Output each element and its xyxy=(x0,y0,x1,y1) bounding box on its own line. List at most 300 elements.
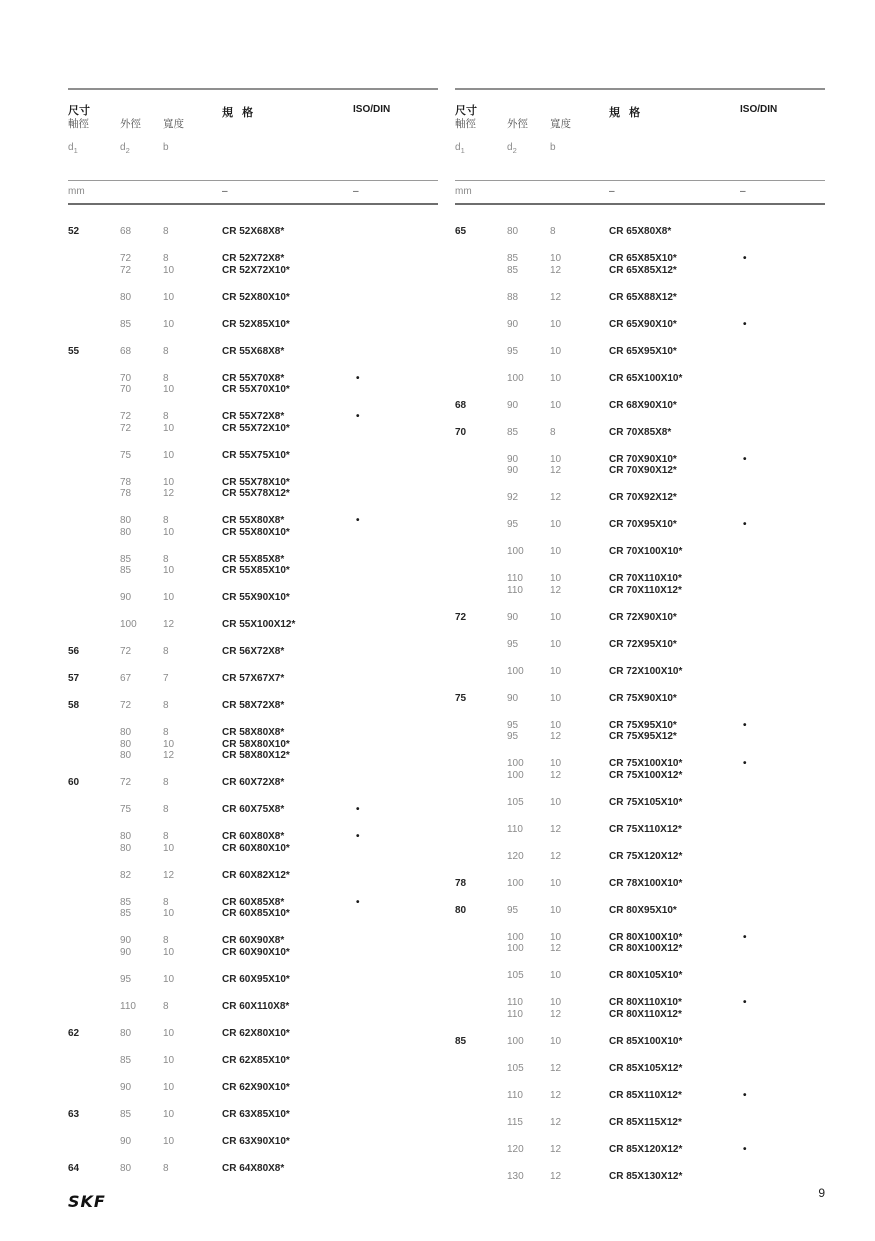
row-group xyxy=(455,693,825,705)
cell-width: 12 xyxy=(550,492,562,503)
cell-designation: CR 60X90X10* xyxy=(222,946,290,958)
table-row xyxy=(455,1171,825,1183)
cell-width: 10 xyxy=(163,1135,175,1147)
cell-width: 8 xyxy=(163,372,169,384)
cell-width: 10 xyxy=(550,611,562,623)
row-group xyxy=(68,646,438,658)
cell-shaft-diameter xyxy=(455,373,507,385)
cell-iso-din-dot: • xyxy=(743,1143,747,1155)
cell-designation: CR 70X90X10* xyxy=(609,453,677,465)
unit-dash-iso: – xyxy=(740,186,746,197)
cell-shaft-diameter xyxy=(68,450,120,462)
table-row xyxy=(68,870,438,882)
cell-iso-din-dot xyxy=(743,878,825,890)
cell-outer-diameter: 100 xyxy=(507,943,524,954)
row-group xyxy=(455,253,825,276)
row-group xyxy=(455,546,825,558)
row-group xyxy=(68,1082,438,1094)
cell-outer-diameter: 85 xyxy=(120,565,132,576)
row-group xyxy=(68,515,438,538)
cell-designation: CR 55X72X10* xyxy=(222,422,290,434)
cell-iso-din-dot xyxy=(356,1136,438,1148)
cell-shaft-diameter xyxy=(68,1001,120,1013)
row-group xyxy=(455,1171,825,1183)
row-group xyxy=(455,573,825,596)
cell-shaft-diameter: 63 xyxy=(68,1108,80,1120)
cell-iso-din-dot: • xyxy=(743,1089,747,1101)
cell-width: 8 xyxy=(163,777,169,788)
cell-shaft-diameter: 72 xyxy=(455,611,467,623)
table-row xyxy=(68,1001,438,1013)
cell-designation: CR 60X90X8* xyxy=(222,935,285,946)
cell-designation: CR 65X88X12* xyxy=(609,291,677,303)
cell-outer-diameter: 90 xyxy=(120,1081,132,1093)
cell-designation: CR 52X72X8* xyxy=(222,253,285,264)
table-row xyxy=(68,373,438,385)
tables-container xyxy=(68,88,825,1198)
cell-designation: CR 60X85X10* xyxy=(222,908,290,919)
cell-shaft-diameter: 65 xyxy=(455,226,467,237)
cell-iso-din-dot xyxy=(356,265,438,277)
row-group xyxy=(68,554,438,577)
cell-iso-din-dot: • xyxy=(356,372,360,384)
cell-width: 8 xyxy=(163,896,169,908)
cell-outer-diameter: 100 xyxy=(507,1035,524,1047)
cell-shaft-diameter: 57 xyxy=(68,673,80,684)
table-row xyxy=(455,932,825,944)
table-row xyxy=(68,346,438,358)
header-size-label: 尺寸 xyxy=(68,105,90,117)
cell-shaft-diameter xyxy=(68,554,120,566)
cell-width: 12 xyxy=(550,769,562,781)
cell-iso-din-dot xyxy=(743,226,825,238)
cell-outer-diameter: 90 xyxy=(507,318,519,330)
cell-width: 10 xyxy=(163,973,175,985)
cell-width: 10 xyxy=(163,318,175,330)
cell-iso-din-dot: • xyxy=(743,931,747,943)
cell-outer-diameter: 90 xyxy=(120,592,132,603)
cell-width: 12 xyxy=(550,823,562,835)
unit-label: mm xyxy=(68,186,85,197)
cell-width: 10 xyxy=(550,519,562,530)
cell-outer-diameter: 110 xyxy=(507,823,523,835)
cell-width: 10 xyxy=(163,476,175,488)
cell-iso-din-dot: • xyxy=(743,253,747,264)
table-row xyxy=(68,739,438,751)
cell-iso-din-dot: • xyxy=(356,804,360,815)
row-group xyxy=(68,1136,438,1148)
cell-shaft-diameter: 70 xyxy=(455,426,467,438)
cell-outer-diameter: 72 xyxy=(120,646,132,657)
table-row xyxy=(68,646,438,658)
cell-iso-din-dot: • xyxy=(743,997,747,1008)
table-row xyxy=(455,1090,825,1102)
cell-width: 12 xyxy=(550,1062,562,1074)
header-outer-label: 外徑 xyxy=(507,118,528,130)
cell-iso-din-dot xyxy=(356,319,438,331)
cell-outer-diameter: 85 xyxy=(120,1108,132,1120)
table-row xyxy=(68,554,438,566)
cell-outer-diameter: 72 xyxy=(120,264,132,276)
skf-logo: SKF xyxy=(68,1192,106,1211)
cell-iso-din-dot xyxy=(356,619,438,631)
cell-iso-din-dot xyxy=(356,1001,438,1013)
cell-iso-din-dot: • xyxy=(743,453,747,465)
cell-iso-din-dot xyxy=(356,477,438,489)
cell-width: 10 xyxy=(163,449,175,461)
cell-shaft-diameter xyxy=(455,1117,507,1129)
row-group xyxy=(455,758,825,781)
cell-designation: CR 80X95X10* xyxy=(609,904,677,916)
cell-outer-diameter: 80 xyxy=(120,750,132,761)
cell-designation: CR 52X68X8* xyxy=(222,226,285,237)
cell-outer-diameter: 115 xyxy=(507,1116,523,1128)
table-row xyxy=(68,1082,438,1094)
row-group xyxy=(68,292,438,304)
cell-designation: CR 80X100X12* xyxy=(609,943,683,954)
table-row xyxy=(68,253,438,265)
table-row xyxy=(455,400,825,412)
cell-outer-diameter: 95 xyxy=(507,904,519,916)
cell-iso-din-dot: • xyxy=(356,831,360,842)
cell-shaft-diameter xyxy=(455,465,507,477)
row-group xyxy=(68,319,438,331)
cell-designation: CR 63X85X10* xyxy=(222,1108,290,1120)
table-row xyxy=(68,947,438,959)
cell-outer-diameter: 110 xyxy=(507,1089,523,1101)
row-group xyxy=(455,226,825,238)
cell-designation: CR 85X115X12* xyxy=(609,1116,682,1128)
cell-designation: CR 72X90X10* xyxy=(609,611,677,623)
cell-iso-din-dot xyxy=(356,423,438,435)
row-group xyxy=(455,639,825,651)
cell-designation: CR 80X105X10* xyxy=(609,970,683,981)
header-d2-symbol: $d_2$ xyxy=(507,142,517,155)
table-row xyxy=(455,797,825,809)
cell-shaft-diameter xyxy=(455,824,507,836)
cell-width: 8 xyxy=(163,727,169,738)
row-group xyxy=(68,450,438,462)
row-group xyxy=(68,870,438,882)
cell-shaft-diameter xyxy=(68,804,120,816)
cell-shaft-diameter xyxy=(68,292,120,304)
table-body-left xyxy=(68,205,438,1174)
cell-iso-din-dot xyxy=(743,1036,825,1048)
row-group xyxy=(455,970,825,982)
cell-width: 8 xyxy=(163,1162,169,1174)
table-row xyxy=(455,943,825,955)
cell-shaft-diameter xyxy=(455,454,507,466)
cell-designation: CR 65X85X10* xyxy=(609,253,677,264)
cell-shaft-diameter xyxy=(455,265,507,277)
cell-width: 10 xyxy=(163,946,175,958)
cell-outer-diameter: 100 xyxy=(507,931,524,943)
header-d1-symbol: $d_1$ xyxy=(455,142,465,155)
cell-shaft-diameter xyxy=(68,384,120,396)
cell-width: 10 xyxy=(550,546,562,557)
cell-width: 12 xyxy=(163,750,175,761)
row-group xyxy=(68,411,438,434)
cell-shaft-diameter xyxy=(455,797,507,809)
table-row xyxy=(68,319,438,331)
table-row xyxy=(68,515,438,527)
cell-shaft-diameter xyxy=(68,843,120,855)
row-group xyxy=(68,226,438,238)
cell-width: 12 xyxy=(550,731,562,742)
table-row xyxy=(68,1109,438,1121)
row-group xyxy=(68,727,438,762)
cell-shaft-diameter xyxy=(455,943,507,955)
table-row xyxy=(455,824,825,836)
cell-iso-din-dot xyxy=(743,292,825,304)
cell-iso-din-dot xyxy=(743,666,825,678)
cell-width: 8 xyxy=(163,515,169,526)
cell-outer-diameter: 75 xyxy=(120,449,132,461)
table-row xyxy=(68,700,438,712)
cell-width: 12 xyxy=(163,619,175,630)
table-row xyxy=(455,1117,825,1129)
cell-designation: CR 60X80X10* xyxy=(222,842,290,854)
seal-table-left xyxy=(68,88,438,1198)
cell-shaft-diameter xyxy=(68,253,120,265)
header-d1-symbol: $d_1$ xyxy=(68,142,78,155)
cell-designation: CR 65X90X10* xyxy=(609,318,677,330)
cell-designation: CR 55X70X8* xyxy=(222,372,285,384)
cell-shaft-diameter xyxy=(455,758,507,770)
cell-iso-din-dot xyxy=(743,492,825,504)
cell-designation: CR 70X110X12* xyxy=(609,584,682,596)
cell-width: 12 xyxy=(550,1143,562,1155)
cell-shaft-diameter xyxy=(68,1136,120,1148)
cell-shaft-diameter: 56 xyxy=(68,646,80,657)
cell-shaft-diameter: 58 xyxy=(68,700,80,711)
row-group xyxy=(68,804,438,816)
table-row xyxy=(455,519,825,531)
cell-width: 8 xyxy=(163,226,169,237)
cell-iso-din-dot xyxy=(743,346,825,358)
cell-outer-diameter: 90 xyxy=(507,692,519,704)
table-row xyxy=(68,897,438,909)
cell-width: 10 xyxy=(163,264,175,276)
cell-shaft-diameter xyxy=(68,947,120,959)
cell-designation: CR 55X100X12* xyxy=(222,619,296,630)
row-group xyxy=(455,1144,825,1156)
cell-outer-diameter: 80 xyxy=(120,526,132,538)
row-group xyxy=(455,932,825,955)
cell-outer-diameter: 80 xyxy=(120,291,132,303)
cell-designation: CR 60X82X12* xyxy=(222,869,290,881)
cell-designation: CR 55X90X10* xyxy=(222,592,290,603)
cell-iso-din-dot xyxy=(743,970,825,982)
header-shaft-label: 軸徑 xyxy=(68,118,89,130)
row-group xyxy=(455,612,825,624)
cell-outer-diameter: 85 xyxy=(120,908,132,919)
cell-designation: CR 55X75X10* xyxy=(222,449,290,461)
cell-iso-din-dot xyxy=(743,265,825,277)
table-row xyxy=(68,750,438,762)
table-row xyxy=(455,758,825,770)
cell-designation: CR 62X85X10* xyxy=(222,1054,290,1066)
table-row xyxy=(455,573,825,585)
row-group xyxy=(68,700,438,712)
cell-shaft-diameter xyxy=(68,265,120,277)
cell-designation: CR 75X95X10* xyxy=(609,719,677,731)
cell-width: 8 xyxy=(163,253,169,264)
cell-designation: CR 65X80X8* xyxy=(609,226,672,237)
row-group xyxy=(68,974,438,986)
cell-iso-din-dot xyxy=(356,1028,438,1040)
cell-width: 10 xyxy=(163,908,175,919)
cell-outer-diameter: 110 xyxy=(507,1008,523,1020)
cell-width: 10 xyxy=(550,638,562,650)
cell-designation: CR 72X95X10* xyxy=(609,638,677,650)
cell-iso-din-dot xyxy=(743,693,825,705)
cell-width: 10 xyxy=(550,573,562,584)
cell-designation: CR 55X78X10* xyxy=(222,476,290,488)
cell-outer-diameter: 80 xyxy=(120,842,132,854)
header-width-label: 寬度 xyxy=(550,118,571,130)
cell-shaft-diameter: 68 xyxy=(455,399,467,411)
cell-iso-din-dot xyxy=(356,384,438,396)
cell-outer-diameter: 100 xyxy=(507,546,524,557)
cell-designation: CR 80X110X12* xyxy=(609,1008,682,1020)
cell-designation: CR 70X100X10* xyxy=(609,546,683,557)
cell-shaft-diameter xyxy=(68,1082,120,1094)
cell-shaft-diameter: 52 xyxy=(68,226,80,237)
cell-width: 10 xyxy=(550,692,562,704)
cell-iso-din-dot xyxy=(356,673,438,685)
cell-iso-din-dot xyxy=(356,974,438,986)
row-group xyxy=(68,1109,438,1121)
cell-outer-diameter: 100 xyxy=(507,769,524,781)
cell-outer-diameter: 85 xyxy=(507,426,519,438)
cell-shaft-diameter xyxy=(455,997,507,1009)
cell-width: 12 xyxy=(550,850,562,862)
cell-designation: CR 55X80X10* xyxy=(222,526,290,538)
cell-designation: CR 62X80X10* xyxy=(222,1027,290,1039)
cell-designation: CR 78X100X10* xyxy=(609,877,683,889)
cell-outer-diameter: 90 xyxy=(507,465,519,476)
cell-iso-din-dot xyxy=(356,700,438,712)
cell-iso-din-dot xyxy=(356,870,438,882)
table-row xyxy=(68,477,438,489)
cell-outer-diameter: 72 xyxy=(120,422,132,434)
cell-shaft-diameter xyxy=(455,731,507,743)
row-group xyxy=(68,831,438,854)
table-row xyxy=(455,253,825,265)
cell-width: 8 xyxy=(163,411,169,422)
cell-iso-din-dot xyxy=(356,843,438,855)
row-group xyxy=(455,519,825,531)
cell-designation: CR 70X95X10* xyxy=(609,519,677,530)
cell-width: 8 xyxy=(163,1000,169,1012)
table-row xyxy=(455,454,825,466)
cell-width: 10 xyxy=(550,399,562,411)
cell-width: 10 xyxy=(550,877,562,889)
cell-outer-diameter: 72 xyxy=(120,411,132,422)
row-group xyxy=(455,797,825,809)
row-group xyxy=(455,997,825,1020)
table-row xyxy=(455,265,825,277)
cell-iso-din-dot xyxy=(743,1063,825,1075)
table-row xyxy=(455,720,825,732)
cell-designation: CR 58X80X8* xyxy=(222,727,285,738)
cell-shaft-diameter: 64 xyxy=(68,1162,80,1174)
table-row xyxy=(68,488,438,500)
table-row xyxy=(455,905,825,917)
cell-width: 10 xyxy=(163,1054,175,1066)
table-row xyxy=(455,373,825,385)
table-row xyxy=(68,727,438,739)
cell-width: 12 xyxy=(163,488,175,499)
cell-shaft-diameter xyxy=(455,346,507,358)
cell-shaft-diameter xyxy=(455,1171,507,1183)
cell-designation: CR 70X110X10* xyxy=(609,573,682,584)
cell-iso-din-dot: • xyxy=(356,411,360,422)
cell-outer-diameter: 85 xyxy=(120,553,132,565)
row-group xyxy=(68,477,438,500)
cell-shaft-diameter xyxy=(455,1144,507,1156)
table-row xyxy=(68,974,438,986)
cell-designation: CR 75X95X12* xyxy=(609,731,677,742)
row-group xyxy=(68,592,438,604)
row-group xyxy=(68,1055,438,1067)
cell-designation: CR 60X110X8* xyxy=(222,1000,290,1012)
cell-designation: CR 52X80X10* xyxy=(222,291,290,303)
cell-designation: CR 85X105X12* xyxy=(609,1062,683,1074)
cell-designation: CR 70X90X12* xyxy=(609,465,677,476)
cell-shaft-diameter xyxy=(68,727,120,739)
header-divider xyxy=(455,180,825,181)
page-number: 9 xyxy=(818,1186,825,1200)
cell-iso-din-dot xyxy=(743,731,825,743)
cell-width: 8 xyxy=(163,646,169,657)
cell-shaft-diameter xyxy=(455,1090,507,1102)
cell-outer-diameter: 100 xyxy=(507,372,524,384)
cell-outer-diameter: 85 xyxy=(507,264,519,276)
cell-width: 10 xyxy=(550,758,562,769)
cell-iso-din-dot xyxy=(743,1009,825,1021)
table-row xyxy=(455,997,825,1009)
cell-outer-diameter: 110 xyxy=(507,997,523,1008)
cell-iso-din-dot: • xyxy=(743,719,747,731)
cell-designation: CR 60X75X8* xyxy=(222,804,285,815)
cell-iso-din-dot xyxy=(356,1055,438,1067)
cell-width: 10 xyxy=(550,253,562,264)
cell-designation: CR 85X100X10* xyxy=(609,1035,683,1047)
cell-designation: CR 85X120X12* xyxy=(609,1143,683,1155)
cell-outer-diameter: 80 xyxy=(120,831,132,842)
table-row xyxy=(68,565,438,577)
cell-outer-diameter: 90 xyxy=(507,453,519,465)
cell-width: 12 xyxy=(550,465,562,476)
cell-width: 10 xyxy=(550,904,562,916)
cell-width: 12 xyxy=(550,264,562,276)
cell-width: 8 xyxy=(163,345,169,357)
cell-outer-diameter: 82 xyxy=(120,869,132,881)
unit-dash-iso: – xyxy=(353,186,359,197)
table-row xyxy=(455,693,825,705)
table-row xyxy=(68,226,438,238)
cell-outer-diameter: 90 xyxy=(120,946,132,958)
table-row xyxy=(455,851,825,863)
cell-iso-din-dot xyxy=(743,1117,825,1129)
cell-shaft-diameter xyxy=(455,1063,507,1075)
cell-iso-din-dot xyxy=(743,905,825,917)
table-row xyxy=(455,1063,825,1075)
row-group xyxy=(68,619,438,631)
cell-iso-din-dot xyxy=(356,739,438,751)
